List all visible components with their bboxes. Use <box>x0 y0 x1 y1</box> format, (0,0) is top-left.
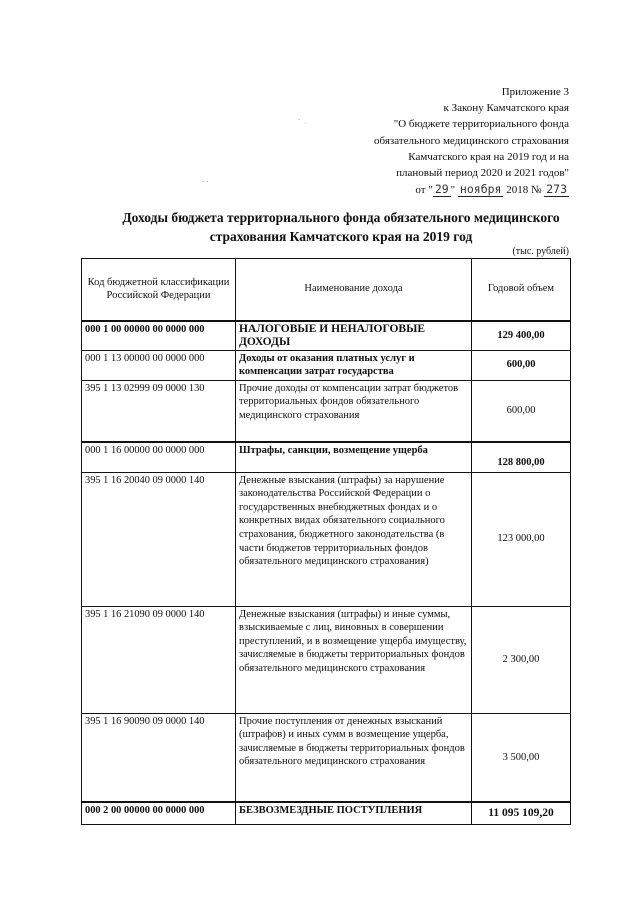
row-code: 000 1 00 00000 00 0000 000 <box>82 321 236 351</box>
table-row <box>82 713 571 802</box>
row-name: Прочие поступления от денежных взысканий (штрафов) и иных сумм в возмещение ущерба, зачисляемые в бюджеты территориальных фондов обязательного медицинского страхования <box>236 713 472 802</box>
table-row <box>82 606 571 713</box>
appendix-header <box>239 84 569 198</box>
row-name: НАЛОГОВЫЕ И НЕНАЛОГОВЫЕ ДОХОДЫ <box>236 321 472 351</box>
appendix-line: к Закону Камчатского края <box>443 102 569 115</box>
row-code: 000 2 00 00000 00 0000 000 <box>82 802 236 824</box>
row-value: 128 800,00 <box>472 442 571 472</box>
row-code: 000 1 13 00000 00 0000 000 <box>82 350 236 380</box>
row-value: 3 500,00 <box>472 713 571 802</box>
row-value: 129 400,00 <box>472 321 571 351</box>
row-code: 395 1 16 20040 09 0000 140 <box>82 472 236 606</box>
row-code: 395 1 16 21090 09 0000 140 <box>82 606 236 713</box>
table-row <box>82 350 571 380</box>
date-year: 2018 № <box>506 184 542 197</box>
header-value: Годовой объем <box>472 259 571 321</box>
date-mid: " <box>450 184 456 197</box>
row-value: 2 300,00 <box>472 606 571 713</box>
table-row <box>82 802 571 824</box>
date-day: 29 <box>434 182 449 197</box>
row-value: 600,00 <box>472 350 571 380</box>
row-name: Денежные взыскания (штрафы) и иные суммы, взыскиваемые с лиц, виновных в совершении преступлений, и в возмещение ущерба имуществу, зачисляемые в бюджеты территориальных фондов обязательного медицинского страхования <box>236 606 472 713</box>
table-header-row <box>82 259 571 321</box>
row-code: 395 1 13 02999 09 0000 130 <box>82 380 236 442</box>
appendix-line: Приложение 3 <box>501 86 569 98</box>
row-code: 000 1 16 00000 00 0000 000 <box>82 442 236 472</box>
units-label: (тыс. рублей) <box>512 246 569 257</box>
scan-speck: · ˌ <box>298 116 307 124</box>
table-row <box>82 321 571 351</box>
income-table <box>81 258 571 825</box>
header-name: Наименование дохода <box>236 259 472 321</box>
table-row <box>82 380 571 442</box>
row-name: Доходы от оказания платных услуг и компенсации затрат государства <box>236 350 472 380</box>
date-month: ноября <box>459 182 502 197</box>
appendix-line: плановый период 2020 и 2021 годов" <box>396 167 569 180</box>
document-number: 273 <box>546 182 567 197</box>
row-value: 123 000,00 <box>472 472 571 606</box>
table-row <box>82 472 571 606</box>
row-value: 11 095 109,20 <box>472 802 571 824</box>
document-title: Доходы бюджета территориального фонда обязательного медицинского страхования Камчатского края на 2019 год <box>122 210 560 244</box>
row-name: Прочие доходы от компенсации затрат бюджетов территориальных фондов обязательного медицинского страхования <box>236 380 472 442</box>
appendix-line: Камчатского края на 2019 год и на <box>408 150 569 163</box>
row-name: Денежные взыскания (штрафы) за нарушение законодательства Российской Федерации о государственных внебюджетных фондах и о конкретных видах обязательного социального страхования, бюджетного законодательства (в части бюджетов территориальных фондов обязательного медицинского страхования) <box>236 472 472 606</box>
appendix-line: "О бюджете территориального фонда <box>393 118 569 131</box>
appendix-date-line <box>239 181 569 198</box>
table-row <box>82 442 571 472</box>
date-prefix: от " <box>415 184 433 197</box>
appendix-line: обязательного медицинского страхования <box>374 134 569 147</box>
scan-speck: · · <box>202 178 209 186</box>
row-value: 600,00 <box>472 380 571 442</box>
row-name: БЕЗВОЗМЕЗДНЫЕ ПОСТУПЛЕНИЯ <box>236 802 472 824</box>
header-code: Код бюджетной классификации Российской Федерации <box>82 259 236 321</box>
row-code: 395 1 16 90090 09 0000 140 <box>82 713 236 802</box>
row-name: Штрафы, санкции, возмещение ущерба <box>236 442 472 472</box>
